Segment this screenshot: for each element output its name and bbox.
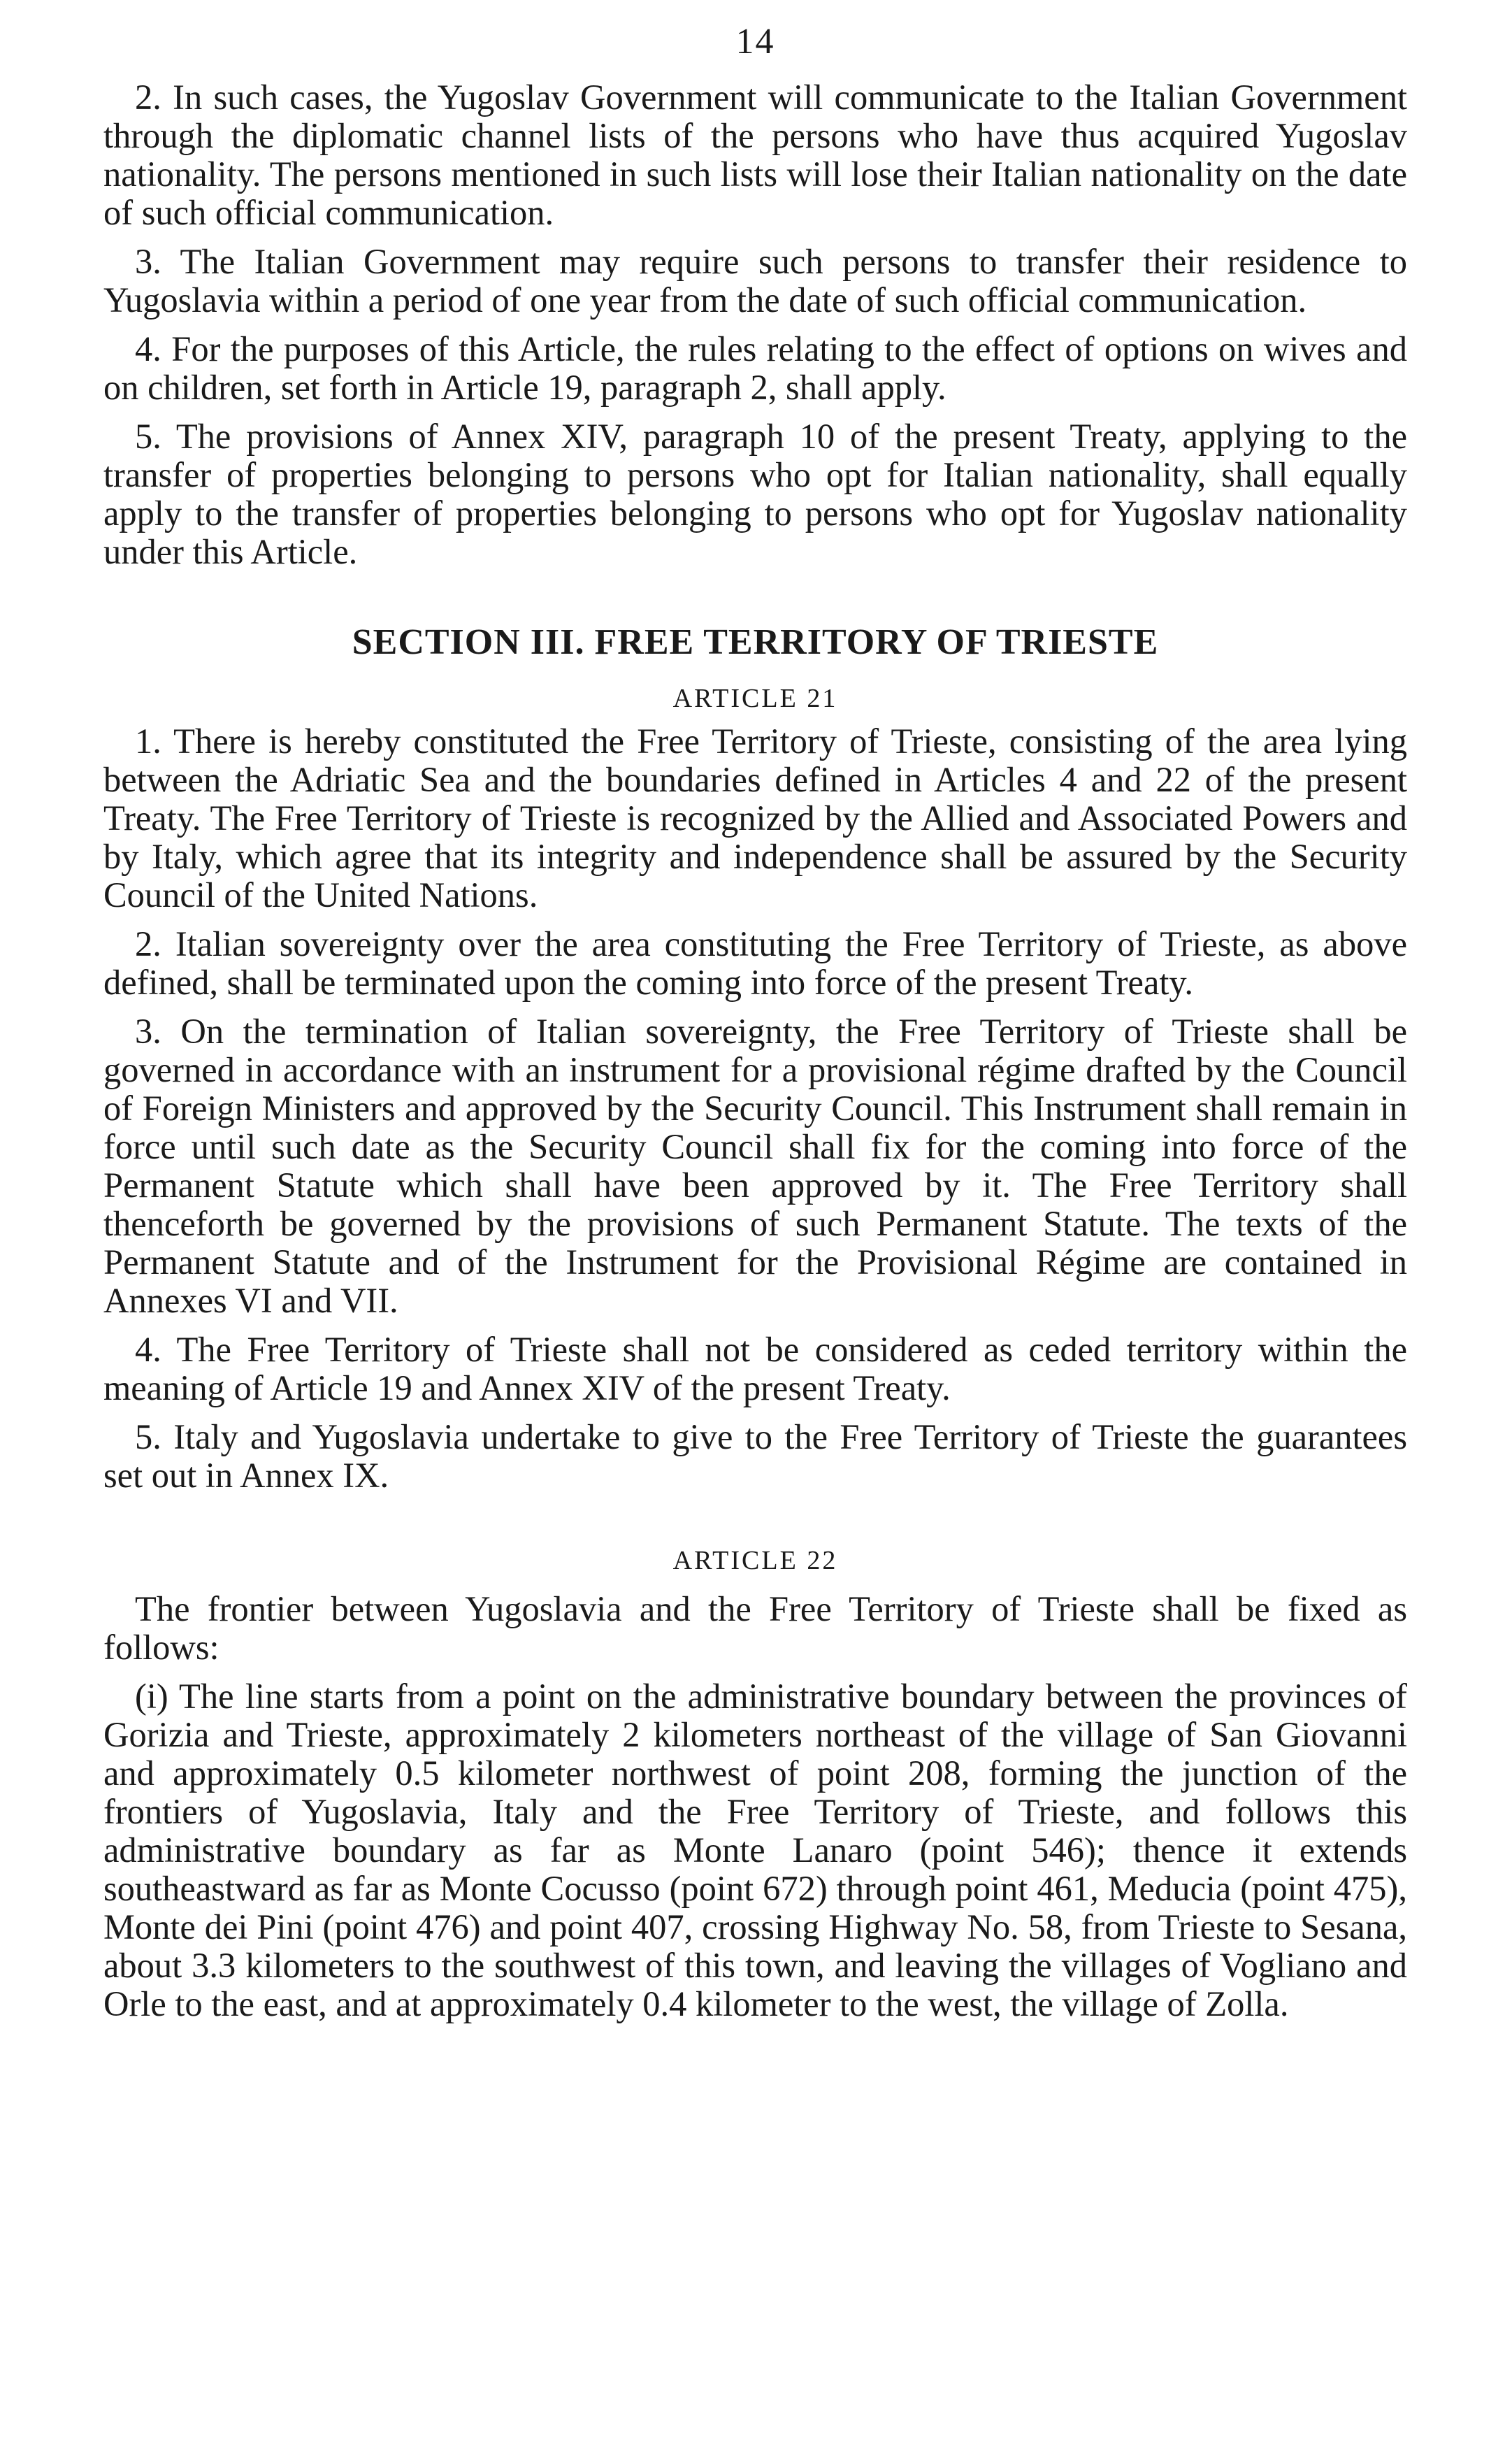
article-21 xyxy=(103,683,1407,1495)
paragraph: 4. For the purposes of this Article, the rules relating to the effect of options on wives and on children, set forth in Article 19, paragraph 2, shall apply. xyxy=(103,329,1407,407)
paragraph: 4. The Free Territory of Trieste shall not be considered as ceded territory within the meaning of Article 19 and Annex XIV of the present Treaty. xyxy=(103,1330,1407,1407)
paragraph: 3. On the termination of Italian sovereignty, the Free Territory of Trieste shall be governed in accordance with an instrument for a provisional régime drafted by the Council of Foreign Ministers and approved by the Security Council. This Instrument shall remain in force until such date as the Security Council shall fix for the coming into force of the Permanent Statute which shall have been approved by it. The Free Territory shall thenceforth be governed by the provisions of such Permanent Statute. The texts of the Permanent Statute and of the Instrument for the Provisional Régime are contained in Annexes VI and VII. xyxy=(103,1012,1407,1320)
article-heading: ARTICLE 22 xyxy=(672,1546,838,1575)
paragraph: 2. Italian sovereignty over the area constituting the Free Territory of Trieste, as above defined, shall be terminated upon the coming into force of the present Treaty. xyxy=(103,924,1407,1002)
paragraph: 1. There is hereby constituted the Free Territory of Trieste, consisting of the area lying between the Adriatic Sea and the boundaries defined in Articles 4 and 22 of the present Treaty. The Free Territory of Trieste is recognized by the Allied and Associated Powers and by Italy, which agree that its integrity and independence shall be assured by the Security Council of the United Nations. xyxy=(103,722,1407,915)
section-heading: SECTION III. FREE TERRITORY OF TRIESTE xyxy=(352,622,1159,662)
page-number: 14 xyxy=(735,22,775,62)
paragraph: 2. In such cases, the Yugoslav Government will communicate to the Italian Government through the diplomatic channel lists of the persons who have thus acquired Yugoslav nationality. The persons mentioned in such lists will lose their Italian nationality on the date of such official communication. xyxy=(103,78,1407,232)
paragraph: 5. Italy and Yugoslavia undertake to give to the Free Territory of Trieste the guarantees set out in Annex IX. xyxy=(103,1417,1407,1495)
paragraph: (i) The line starts from a point on the administrative boundary between the provinces of Gorizia and Trieste, approximately 2 kilometers northeast of the village of San Giovanni and approximately 0.5 kilometer northwest of point 208, forming the junction of the frontiers of Yugoslavia, Italy and the Free Territory of Trieste, and follows this administrative boundary as far as Monte Lanaro (point 546); thence it extends southeastward as far as Monte Cocusso (point 672) through point 461, Meducia (point 475), Monte dei Pini (point 476) and point 407, crossing Highway No. 58, from Trieste to Sesana, about 3.3 kilometers to the southwest of this town, and leaving the villages of Vogliano and Orle to the east, and at approximately 0.4 kilometer to the west, the village of Zolla. xyxy=(103,1677,1407,2023)
paragraph: 5. The provisions of Annex XIV, paragraph 10 of the present Treaty, applying to the transfer of properties belonging to persons who opt for Italian nationality, shall equally apply to the transfer of properties belonging to persons who opt for Yugoslav nationality under this Article. xyxy=(103,417,1407,571)
article-20-continuation xyxy=(103,78,1407,571)
paragraph: 3. The Italian Government may require such persons to transfer their residence to Yugoslavia within a period of one year from the date of such official communication. xyxy=(103,242,1407,320)
paragraph: The frontier between Yugoslavia and the Free Territory of Trieste shall be fixed as follows: xyxy=(103,1589,1407,1667)
article-22 xyxy=(103,1545,1407,2023)
article-heading: ARTICLE 21 xyxy=(672,684,838,713)
